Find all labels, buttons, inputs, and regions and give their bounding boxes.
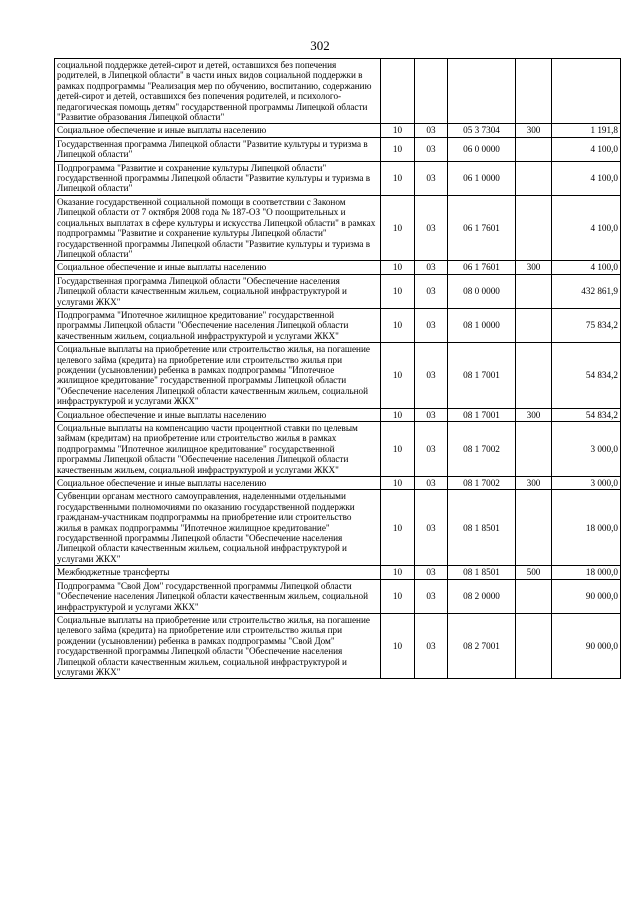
table-row (55, 195, 621, 260)
row-section-cell: 10 (381, 195, 415, 260)
row-subsection-cell: 03 (415, 613, 448, 678)
row-expense-type-cell: 500 (516, 566, 552, 579)
row-expense-type-cell (516, 137, 552, 161)
row-target-article-cell (448, 59, 516, 124)
row-target-article-cell: 08 1 7002 (448, 477, 516, 490)
row-amount-cell: 1 191,8 (552, 124, 621, 137)
row-amount-cell: 75 834,2 (552, 308, 621, 342)
row-expense-type-cell (516, 579, 552, 613)
row-subsection-cell: 03 (415, 308, 448, 342)
row-expense-type-cell (516, 195, 552, 260)
row-target-article-cell: 08 2 0000 (448, 579, 516, 613)
row-section-cell: 10 (381, 261, 415, 274)
row-amount-cell: 4 100,0 (552, 137, 621, 161)
row-name-cell: Государственная программа Липецкой области "Обеспечение населения Липецкой области качественным жильем, социальной инфраструктурой и услугами ЖКХ" (55, 274, 381, 308)
row-amount-cell: 90 000,0 (552, 579, 621, 613)
row-name-cell: Социальное обеспечение и иные выплаты населению (55, 408, 381, 421)
table-row (55, 477, 621, 490)
row-section-cell: 10 (381, 343, 415, 408)
row-name-cell: социальной поддержке детей-сирот и детей, оставшихся без попечения родителей, в Липецкой области" в части иных видов социальной поддержки в рамках подпрограммы "Реализация мер по обучению, воспитанию, содержанию детей-сирот и детей, оставшихся без попечения родителей, и психолого-педагогическая помощь детям" государственной программы Липецкой области "Развитие образования Липецкой области" (55, 59, 381, 124)
row-section-cell: 10 (381, 490, 415, 566)
row-subsection-cell: 03 (415, 490, 448, 566)
row-subsection-cell: 03 (415, 124, 448, 137)
row-amount-cell: 90 000,0 (552, 613, 621, 678)
row-expense-type-cell: 300 (516, 124, 552, 137)
row-expense-type-cell (516, 59, 552, 124)
row-amount-cell: 54 834,2 (552, 408, 621, 421)
row-amount-cell: 4 100,0 (552, 261, 621, 274)
row-name-cell: Подпрограмма "Развитие и сохранение культуры Липецкой области" государственной программы Липецкой области "Развитие культуры и туризма в Липецкой области" (55, 161, 381, 195)
row-subsection-cell: 03 (415, 274, 448, 308)
row-section-cell: 10 (381, 408, 415, 421)
row-amount-cell: 432 861,9 (552, 274, 621, 308)
table-row (55, 408, 621, 421)
row-subsection-cell: 03 (415, 261, 448, 274)
table-row (55, 490, 621, 566)
row-expense-type-cell (516, 274, 552, 308)
row-section-cell: 10 (381, 566, 415, 579)
row-subsection-cell: 03 (415, 343, 448, 408)
row-expense-type-cell (516, 308, 552, 342)
table-row (55, 422, 621, 477)
row-section-cell: 10 (381, 124, 415, 137)
row-amount-cell: 3 000,0 (552, 422, 621, 477)
table-row (55, 137, 621, 161)
row-expense-type-cell: 300 (516, 261, 552, 274)
row-target-article-cell: 08 1 0000 (448, 308, 516, 342)
row-amount-cell: 4 100,0 (552, 161, 621, 195)
row-amount-cell: 3 000,0 (552, 477, 621, 490)
row-name-cell: Социальные выплаты на приобретение или строительство жилья, на погашение целевого займа (кредита) на приобретение или строительство жилья при рождении (усыновлении) ребенка в рамках подпрограммы "Свой Дом" государственной программы Липецкой области "Обеспечение населения Липецкой области качественным жильем, социальной инфраструктурой и услугами ЖКХ" (55, 613, 381, 678)
row-amount-cell: 18 000,0 (552, 490, 621, 566)
row-subsection-cell: 03 (415, 579, 448, 613)
row-target-article-cell: 08 1 7001 (448, 343, 516, 408)
row-subsection-cell: 03 (415, 422, 448, 477)
row-subsection-cell (415, 59, 448, 124)
row-section-cell: 10 (381, 477, 415, 490)
row-name-cell: Социальные выплаты на приобретение или строительство жилья, на погашение целевого займа (кредита) на приобретение или строительство жилья при рождении (усыновлении) ребенка в рамках подпрограммы "Ипотечное жилищное кредитование" государственной программы Липецкой области "Обеспечение населения Липецкой области качественным жильем, социальной инфраструктурой и услугами ЖКХ" (55, 343, 381, 408)
row-amount-cell: 54 834,2 (552, 343, 621, 408)
row-subsection-cell: 03 (415, 137, 448, 161)
table-row (55, 161, 621, 195)
table-row (55, 579, 621, 613)
table-row (55, 343, 621, 408)
table-row (55, 613, 621, 678)
row-target-article-cell: 08 1 8501 (448, 566, 516, 579)
row-target-article-cell: 05 3 7304 (448, 124, 516, 137)
table-row (55, 308, 621, 342)
page-number: 302 (310, 38, 330, 53)
row-expense-type-cell (516, 422, 552, 477)
table-row (55, 124, 621, 137)
budget-table-body (55, 59, 621, 679)
row-name-cell: Государственная программа Липецкой области "Развитие культуры и туризма в Липецкой области" (55, 137, 381, 161)
table-row (55, 261, 621, 274)
budget-table (54, 58, 621, 679)
row-section-cell: 10 (381, 308, 415, 342)
row-amount-cell: 4 100,0 (552, 195, 621, 260)
row-target-article-cell: 08 1 7002 (448, 422, 516, 477)
row-name-cell: Субвенции органам местного самоуправления, наделенными отдельными государственными полномочиями по оказанию государственной поддержки гражданам-участникам подпрограммы на приобретение или строительство жилья в рамках подпрограммы "Ипотечное жилищное кредитование" государственной программы Липецкой области "Обеспечение населения Липецкой области качественным жильем, социальной инфраструктурой и услугами ЖКХ" (55, 490, 381, 566)
row-target-article-cell: 06 1 7601 (448, 261, 516, 274)
row-subsection-cell: 03 (415, 195, 448, 260)
row-subsection-cell: 03 (415, 477, 448, 490)
row-section-cell: 10 (381, 161, 415, 195)
row-section-cell: 10 (381, 422, 415, 477)
row-name-cell: Оказание государственной социальной помощи в соответствии с Законом Липецкой области от 7 октября 2008 года № 187-ОЗ "О поощрительных и социальных выплатах в сфере культуры и искусства Липецкой области" в рамках подпрограммы "Развитие и сохранение культуры Липецкой области" государственной программы Липецкой области "Развитие культуры и туризма в Липецкой области" (55, 195, 381, 260)
row-name-cell: Социальное обеспечение и иные выплаты населению (55, 261, 381, 274)
row-name-cell: Подпрограмма "Свой Дом" государственной программы Липецкой области "Обеспечение населения Липецкой области качественным жильем, социальной инфраструктурой и услугами ЖКХ" (55, 579, 381, 613)
row-expense-type-cell (516, 161, 552, 195)
row-name-cell: Подпрограмма "Ипотечное жилищное кредитование" государственной программы Липецкой области "Обеспечение населения Липецкой области качественным жильем, социальной инфраструктурой и услугами ЖКХ" (55, 308, 381, 342)
row-target-article-cell: 08 2 7001 (448, 613, 516, 678)
table-row (55, 59, 621, 124)
row-section-cell: 10 (381, 579, 415, 613)
row-expense-type-cell (516, 490, 552, 566)
row-name-cell: Межбюджетные трансферты (55, 566, 381, 579)
row-section-cell (381, 59, 415, 124)
row-subsection-cell: 03 (415, 408, 448, 421)
table-row (55, 274, 621, 308)
row-subsection-cell: 03 (415, 161, 448, 195)
row-name-cell: Социальное обеспечение и иные выплаты населению (55, 124, 381, 137)
row-target-article-cell: 06 1 7601 (448, 195, 516, 260)
row-expense-type-cell: 300 (516, 477, 552, 490)
row-name-cell: Социальные выплаты на компенсацию части процентной ставки по целевым займам (кредитам) на приобретение или строительство жилья в рамках подпрограммы "Ипотечное жилищное кредитование" государственной программы Липецкой области "Обеспечение населения Липецкой области качественным жильем, социальной инфраструктурой и услугами ЖКХ" (55, 422, 381, 477)
row-target-article-cell: 06 1 0000 (448, 161, 516, 195)
table-row (55, 566, 621, 579)
row-target-article-cell: 08 0 0000 (448, 274, 516, 308)
row-target-article-cell: 08 1 7001 (448, 408, 516, 421)
row-section-cell: 10 (381, 137, 415, 161)
row-amount-cell: 18 000,0 (552, 566, 621, 579)
row-section-cell: 10 (381, 274, 415, 308)
row-subsection-cell: 03 (415, 566, 448, 579)
row-name-cell: Социальное обеспечение и иные выплаты населению (55, 477, 381, 490)
row-section-cell: 10 (381, 613, 415, 678)
row-target-article-cell: 08 1 8501 (448, 490, 516, 566)
row-amount-cell (552, 59, 621, 124)
row-expense-type-cell (516, 613, 552, 678)
row-expense-type-cell (516, 343, 552, 408)
row-expense-type-cell: 300 (516, 408, 552, 421)
row-target-article-cell: 06 0 0000 (448, 137, 516, 161)
